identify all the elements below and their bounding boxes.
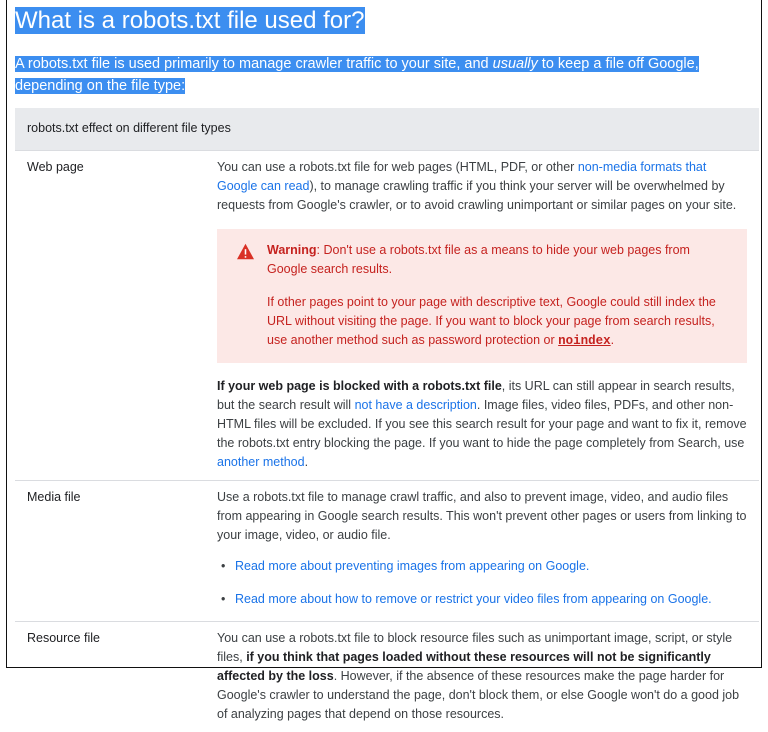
row-content-resource-file	[205, 622, 759, 732]
link-preventing-images[interactable]: Read more about preventing images from appearing on Google.	[235, 559, 589, 573]
text-span: , its URL can still appear in search results, but the search result will	[217, 379, 735, 412]
intro-emphasis: usually	[493, 56, 538, 72]
media-links-list	[217, 557, 747, 609]
table-row-resource-file	[15, 622, 759, 732]
row-label-media-file: Media file	[15, 481, 205, 622]
text-span: . Image files, video files, PDFs, and other non-HTML files will be excluded. If you see this search result for your page and want to fix it, remove the robots.txt entry blocking the page. If you want to hide the page completely from Search, use	[217, 398, 747, 450]
text-span: You can use a robots.txt file for web pages (HTML, PDF, or other	[217, 160, 578, 174]
warning-label: Warning	[267, 243, 317, 257]
warning-box	[217, 229, 747, 363]
web-page-paragraph-1	[217, 158, 747, 215]
table-row-media-file	[15, 481, 759, 622]
table-header-row	[15, 108, 759, 151]
text-span: : Don't use a robots.txt file as a means to hide your web pages from Google search results.	[267, 243, 690, 276]
row-label-resource-file: Resource file	[15, 622, 205, 732]
noindex-link[interactable]: noindex	[558, 334, 611, 348]
table-header: robots.txt effect on different file types	[15, 108, 759, 151]
link-not-have-description[interactable]: not have a description	[355, 398, 477, 412]
text-span: .	[611, 333, 614, 347]
bold-text: If your web page is blocked with a robots.txt file	[217, 379, 502, 393]
bold-text: if you think that pages loaded without these resources will not be significantly affected by the loss	[217, 650, 711, 683]
list-item	[235, 590, 747, 609]
warning-text-1	[267, 241, 733, 279]
web-page-paragraph-2	[217, 377, 747, 472]
media-file-paragraph: Use a robots.txt file to manage crawl traffic, and also to prevent image, video, and audio files from appearing in Google search results. This won't prevent other pages or users from linking to your image, video, or audio file.	[217, 488, 747, 545]
text-span: If other pages point to your page with descriptive text, Google could still index the URL without visiting the page. If you want to block your page from search results, use another method such as password protection or	[267, 295, 716, 347]
row-content-media-file	[205, 481, 759, 622]
warning-text-2	[267, 293, 733, 351]
intro-text-after: to keep a file off Google, depending on the file type:	[15, 56, 699, 94]
link-remove-video-files[interactable]: Read more about how to remove or restrict your video files from appearing on Google.	[235, 592, 712, 606]
intro-paragraph	[15, 53, 763, 97]
row-label-web-page: Web page	[15, 151, 205, 481]
title-row	[7, 0, 761, 40]
resource-file-paragraph	[217, 629, 747, 724]
text-span: You can use a robots.txt file to block resource files such as unimportant image, script, or style files,	[217, 631, 732, 664]
text-span: . However, if the absence of these resources make the page harder for Google's crawler to understand the page, don't block them, or else Google won't do a good job of analyzing pages that depend on those resources.	[217, 669, 739, 721]
article	[6, 0, 762, 668]
page-title: What is a robots.txt file used for?	[15, 7, 365, 34]
link-another-method[interactable]: another method	[217, 455, 305, 469]
row-content-web-page	[205, 151, 759, 481]
text-span: .	[305, 455, 308, 469]
file-types-table	[15, 108, 759, 732]
text-span: ), to manage crawling traffic if you think your server will be overwhelmed by requests from Google's crawler, or to avoid crawling unimportant or similar pages on your site.	[217, 179, 736, 212]
table-row-web-page	[15, 151, 759, 481]
link-non-media-formats[interactable]: non-media formats that Google can read	[217, 160, 706, 193]
warning-icon	[236, 243, 255, 260]
intro-text-before: A robots.txt file is used primarily to manage crawler traffic to your site, and	[15, 56, 493, 72]
list-item	[235, 557, 747, 576]
